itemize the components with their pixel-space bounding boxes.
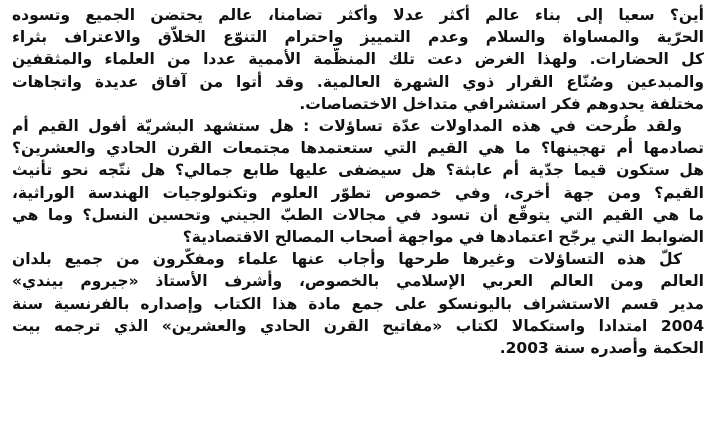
paragraph-3 [12,248,704,359]
paragraph-1 [12,4,704,115]
text-line: كل الحضارات. ولهذا الغرض دعت تلك المنظّمة الأممية عددا من العلماء والمثقفين [12,50,704,69]
text-line: ولقد طُرحت في هذه المداولات عدّة تساؤلات : هل ستشهد البشريّة أفول القيم أم [12,117,682,136]
text-line: العالم ومن العالم العربي الإسلامي بالخصوص، وأشرف الأستاذ «جيروم بيندي» [12,272,704,291]
text-line: ما هي القيم التي يتوقّع أن تسود في مجالات الطبّ الجيني وتحسين النسل؟ وما هي [12,205,704,224]
text-line: الحكمة وأصدره سنة 2003. [499,339,704,358]
text-line: أين؟ سعيا إلى بناء عالم أكثر عدلا وأكثر تضامنا، عالم يحتضن الجميع وتسوده [12,6,704,24]
text-line: تصادمها أم تهجينها؟ ما هي القيم التي ستعتمدها مجتمعات القرن الحادي والعشرين؟ [12,139,704,158]
paragraph-2 [12,115,704,248]
text-line: مختلفة يحدوهم فكر استشرافي متداخل الاختصاصات. [299,94,704,113]
text-line: مدير قسم الاستشراف باليونسكو على جمع مادة هذا الكتاب وإصداره بالفرنسية سنة [12,294,704,313]
text-line: هل ستكون قيما جدّية أم عابثة؟ هل سيضفى عليها طابع جمالي؟ هل نتّجه نحو تأنيث [12,161,704,180]
text-line: القيم؟ ومن جهة أخرى، وفي خصوص تطوّر العلوم وتكنولوجيات الهندسة الوراثية، [12,183,704,202]
text-line: 2004 امتدادا واستكمالا لكتاب «مفاتيح القرن الحادي والعشرين» الذي ترجمه بيت [12,316,704,335]
text-line: والمبدعين وصُنّاع القرار ذوي الشهرة العالمية. وقد أتوا من آفاق عديدة واتجاهات [12,72,704,91]
text-line: الحرّية والمساواة والسلام وعدم التمييز واحترام التنوّع الخلاّق والاعتراف بثراء [12,28,704,47]
text-line: الضوابط التي يرجّح اعتمادها في مواجهة أصحاب المصالح الاقتصادية؟ [182,228,704,247]
text-line: كلّ هذه التساؤلات وغيرها طرحها وأجاب عنها علماء ومفكّرون من جميع بلدان [12,250,682,269]
